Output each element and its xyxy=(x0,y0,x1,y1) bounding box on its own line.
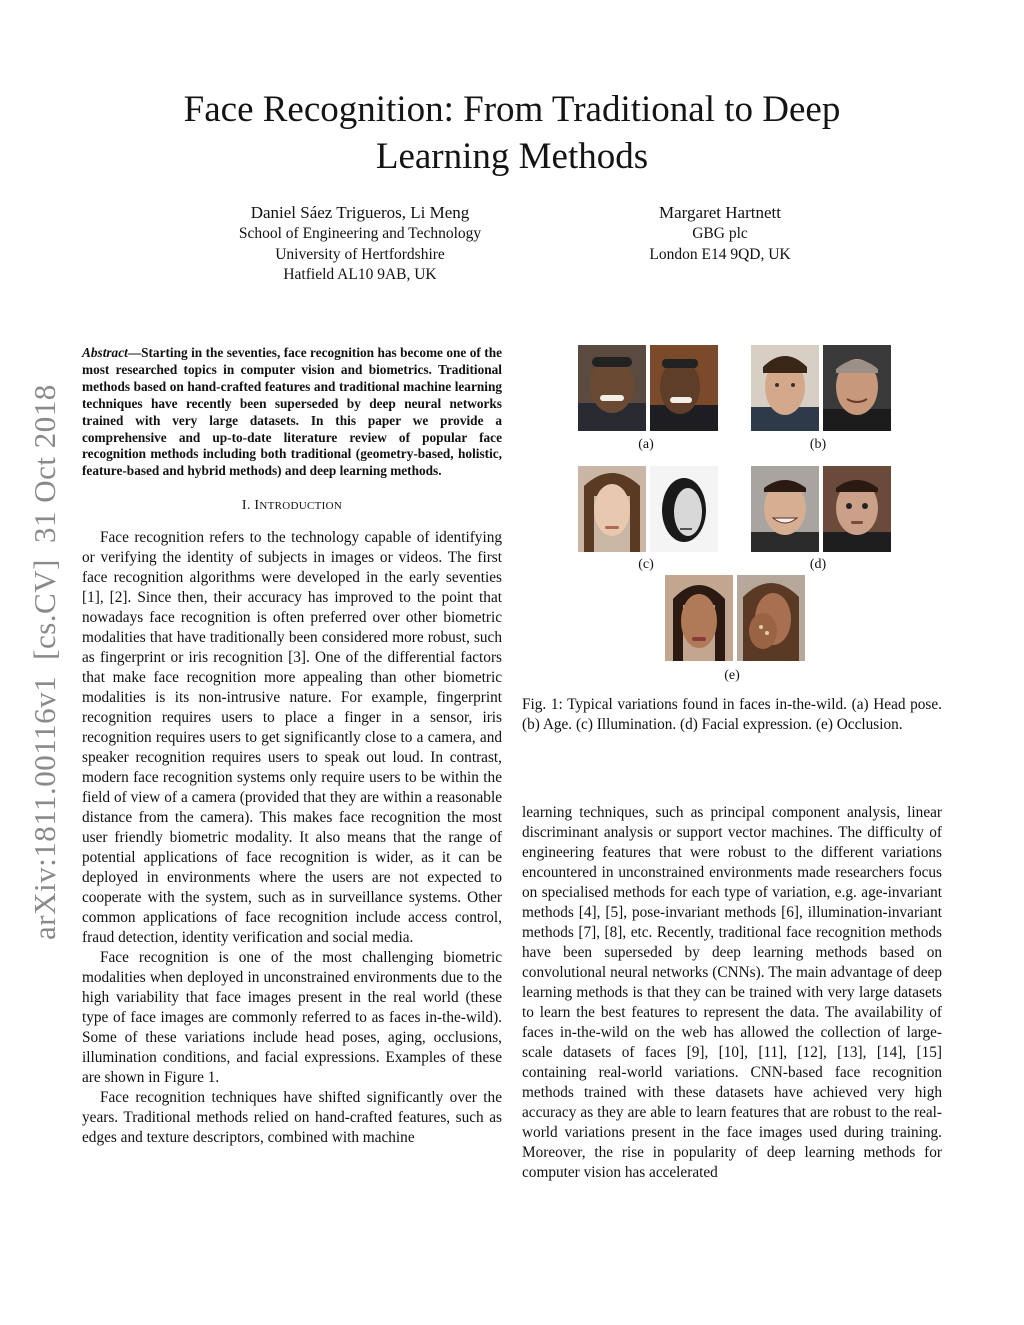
subfig-label-a: (a) xyxy=(638,437,654,452)
author-names-2: Margaret Hartnett xyxy=(659,203,781,222)
author-affiliation-1b: University of Hertfordshire xyxy=(275,245,445,263)
title-line-1: Face Recognition: From Traditional to Deep xyxy=(183,89,841,130)
author-affiliation-1c: Hatfield AL10 9AB, UK xyxy=(283,266,437,283)
intro-paragraph-3: Face recognition techniques have shifted significantly over the years. Traditional methods relied on hand-crafted features, such as edges and texture descriptors, combined with machine xyxy=(82,1089,502,1147)
subfig-label-b: (b) xyxy=(809,437,827,452)
arxiv-date: 31 Oct 2018 xyxy=(27,384,62,544)
author-block-1 xyxy=(200,202,520,286)
subfig-label-d: (d) xyxy=(809,557,827,572)
face-photo-e1 xyxy=(665,575,733,661)
arxiv-id: arXiv:1811.00116v1 xyxy=(27,675,62,940)
author-affiliation-1a: School of Engineering and Technology xyxy=(238,225,482,242)
author-names-1: Daniel Sáez Trigueros, Li Meng xyxy=(250,203,470,222)
section-first-letter: I xyxy=(254,498,260,514)
right-paragraph: learning techniques, such as principal component analysis, linear discriminant analysis or support vector machines. The difficulty of engineering features that were robust to the different variations encountered in unconstrained environments made researchers focus on specialised methods for each type of variation, e.g. age-invariant methods [4], [5], pose-invariant methods [6], illumination-invariant methods [7], [8], etc. Recently, traditional face recognition methods have been superseded by deep learning methods based on convolutional neural networks (CNNs). The main advantage of deep learning methods is that they can be trained with very large datasets to learn the best features to represent the data. The availability of faces in-the-wild on the web has allowed the collection of large-scale datasets of faces [9], [10], [11], [12], [13], [14], [15] containing real-world variations. CNN-based face recognition methods trained with these datasets have achieved very high accuracy as they are able to learn features that are robust to the real-world variations present in the face images used during training. Moreover, the rise in popularity of deep learning methods for computer vision has accelerated xyxy=(522,804,942,1181)
face-photo-a1 xyxy=(578,345,646,431)
right-column xyxy=(522,803,942,1183)
subfig-label-e: (e) xyxy=(724,668,740,683)
arxiv-category: [cs.CV] xyxy=(27,559,62,660)
face-photo-c1 xyxy=(578,466,646,552)
face-photo-d2 xyxy=(823,466,891,552)
arxiv-stamp xyxy=(27,340,62,940)
figure-1-caption: Fig. 1: Typical variations found in faces in-the-wild. (a) Head pose. (b) Age. (c) Illumination. (d) Facial expression. (e) Occlusion. xyxy=(522,696,942,733)
abstract-text: —Starting in the seventies, face recognition has become one of the most researched topics in computer vision and biometrics. Traditional methods based on hand-crafted features and traditional machine learning techniques have recently been superseded by deep neural networks trained with very large datasets. In this paper we provide a comprehensive and up-to-date literature review of popular face recognition methods including both traditional (geometry-based, holistic, feature-based and hybrid methods) and deep learning methods. xyxy=(82,345,502,479)
title-line-2: Learning Methods xyxy=(375,136,649,177)
face-photo-e2 xyxy=(737,575,805,661)
face-photo-d1 xyxy=(751,466,819,552)
author-affiliation-2a: GBG plc xyxy=(692,225,748,242)
face-photo-b1 xyxy=(751,345,819,431)
author-affiliation-2b: London E14 9QD, UK xyxy=(649,245,791,263)
paper-title xyxy=(0,86,1024,180)
author-block-2 xyxy=(600,202,840,265)
face-photo-b2 xyxy=(823,345,891,431)
left-column xyxy=(82,345,502,1148)
intro-paragraph-1: Face recognition refers to the technology capable of identifying or verifying the identity of subjects in images or videos. The first face recognition algorithms were developed in the early seventies [1], [2]. Since then, their accuracy has improved to the point that nowadays face recognition is often preferred over other biometric modalities that have traditionally been considered more robust, such as fingerprint or iris recognition [3]. One of the differential factors that make face recognition more appealing than other biometric modalities is its non-intrusive nature. For example, fingerprint recognition requires users to place a finger in a sensor, iris recognition requires users to get significantly close to a camera, and speaker recognition requires users to speak out loud. In contrast, modern face recognition systems only require users to be within the field of view of a camera (provided that they are within a reasonable distance from the camera). This makes face recognition the most user friendly biometric modality. It also means that the range of potential applications of face recognition is wider, as it can be deployed in environments where the users are not expected to cooperate with the system, such as in surveillance systems. Other common applications of face recognition include access control, fraud detection, identity verification and social media. xyxy=(82,529,502,947)
section-numeral: I. xyxy=(241,498,255,514)
abstract xyxy=(82,345,502,480)
section-rest: NTRODUCTION xyxy=(259,500,343,513)
subfig-label-c: (c) xyxy=(638,557,654,572)
intro-paragraph-2: Face recognition is one of the most challenging biometric modalities when deployed in unconstrained environments due to the high variability that face images present in the real world (these type of face images are commonly referred to as faces in-the-wild). Some of these variations include head poses, aging, occlusions, illumination conditions, and facial expressions. Examples of these are shown in Figure 1. xyxy=(82,949,502,1087)
face-photo-a2 xyxy=(650,345,718,431)
face-photo-c2 xyxy=(650,466,718,552)
section-heading-introduction xyxy=(82,498,502,514)
abstract-lead: Abstract xyxy=(82,345,128,360)
